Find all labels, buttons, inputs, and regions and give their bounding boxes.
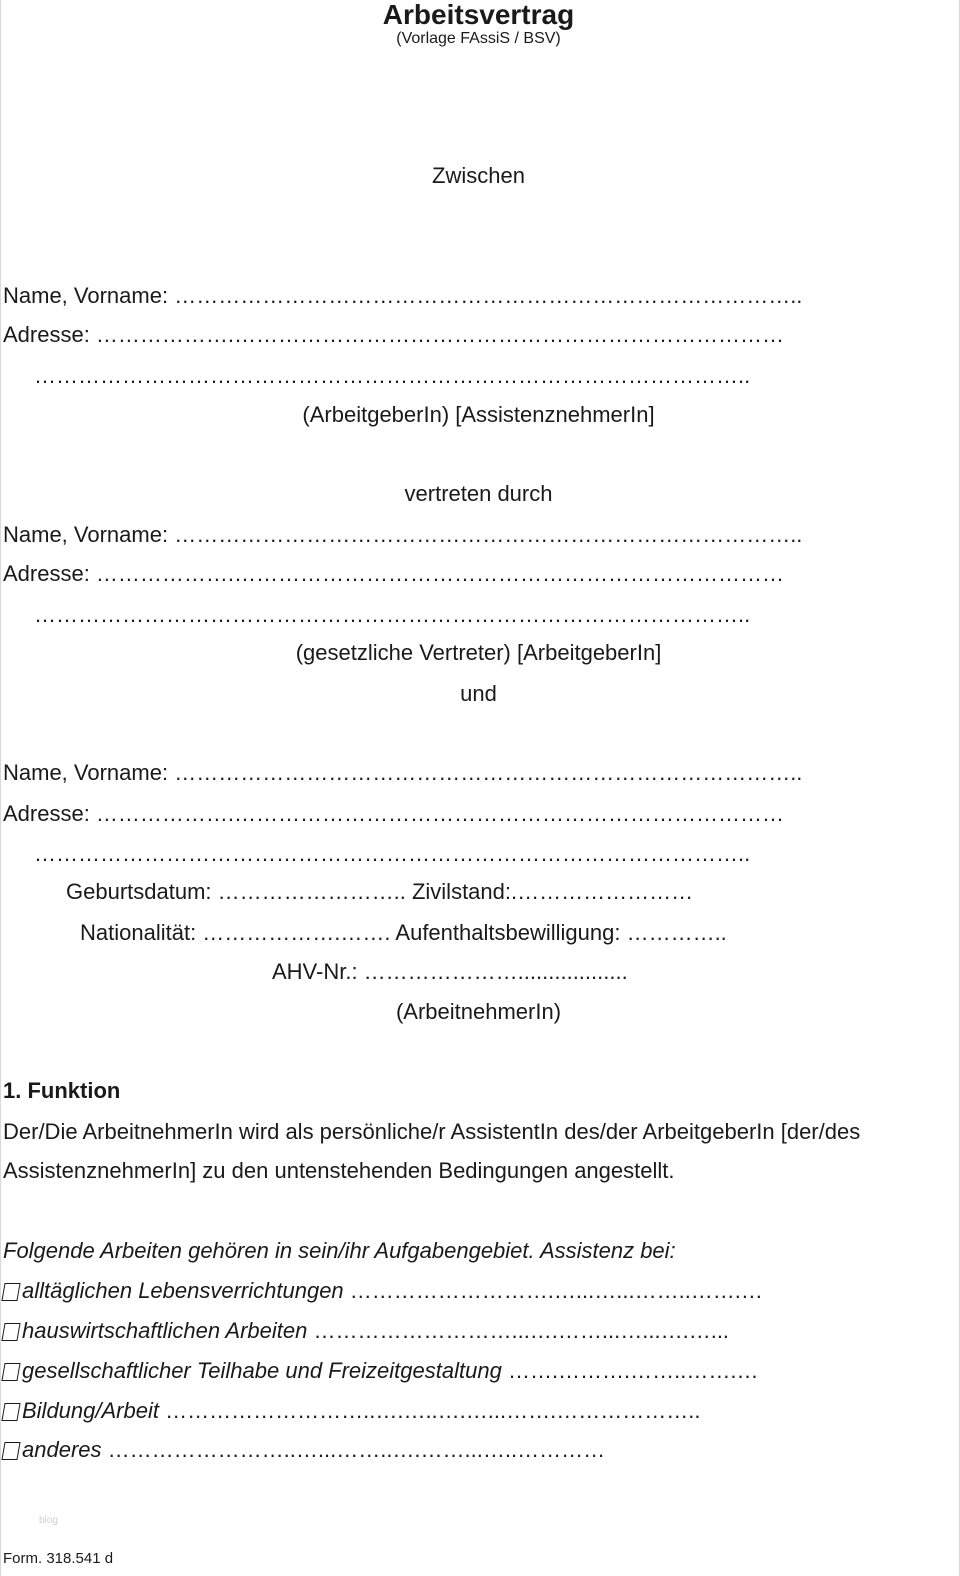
task-dots: …….……….……..…….… [507,1358,759,1383]
representative-address-field: Adresse: ……………….………………………………………………………………… [3,561,785,586]
task-dots: ……………………..…...……..….……...…..………… [107,1437,606,1462]
employee-birth-civil-field: Geburtsdatum: …………………….. Zivilstand:.…………………… [66,879,694,904]
employee-address-line2: …………………………………………………………………………………….. [34,841,751,866]
task-dots: ……………………….…...…...……..…….… [349,1278,763,1303]
task-item [3,1435,605,1465]
checkbox-icon[interactable] [1,1323,20,1341]
representative-role: (gesetzliche Vertreter) [ArbeitgeberIn] [295,640,662,665]
section-heading-funktion: 1. Funktion [3,1078,121,1103]
employer-address-field: Adresse: ……………….………………………………………………………………… [3,322,785,347]
task-item [3,1396,700,1426]
section-text-line2: AssistenznehmerIn] zu den untenstehenden Bedingungen angestellt. [3,1158,675,1183]
task-label: hauswirtschaftlichen Arbeiten [22,1318,308,1343]
representative-heading: vertreten durch [404,481,553,506]
form-number: Form. 318.541 d [3,1550,114,1567]
checkbox-icon[interactable] [1,1403,20,1421]
task-item [3,1356,759,1386]
intro-text: Zwischen [432,163,525,188]
checkbox-icon[interactable] [1,1283,20,1301]
employee-nationality-permit-field: Nationalität: ……………….……. Aufenthaltsbewilligung: ………….. [80,920,727,945]
task-item [3,1276,763,1306]
employee-name-field: Name, Vorname: ………………………………………………………………………….. [3,760,803,785]
task-item [3,1316,729,1346]
task-dots: ………………………...….……...…...….…... [313,1318,730,1343]
watermark: blog [39,1515,58,1526]
checkbox-icon[interactable] [1,1442,20,1460]
employee-ahv-field: AHV-Nr.: ………………….................. [272,959,628,984]
representative-address-line2: …………………………………………………………………………………….. [34,602,751,627]
checkbox-icon[interactable] [1,1363,20,1381]
employee-address-field: Adresse: ……………….………………………………………………………………… [3,801,785,826]
task-label: anderes [22,1437,102,1462]
section-text-line1: Der/Die ArbeitnehmerIn wird als persönliche/r AssistentIn des/der ArbeitgeberIn [der/des [3,1119,861,1144]
tasks-intro: Folgende Arbeiten gehören in sein/ihr Aufgabengebiet. Assistenz bei: [3,1238,676,1263]
employer-name-field: Name, Vorname: ………………………………………………………………………….. [3,283,803,308]
document-title: Arbeitsvertrag [382,0,575,30]
document-subtitle: (Vorlage FAssiS / BSV) [396,30,561,47]
employer-role: (ArbeitgeberIn) [AssistenznehmerIn] [302,402,655,427]
task-label: Bildung/Arbeit [22,1398,159,1423]
conjunction-text: und [460,681,497,706]
task-dots: ………………………..….…..….…...…….……………….. [165,1398,701,1423]
employee-role: (ArbeitnehmerIn) [395,999,562,1024]
representative-name-field: Name, Vorname: ………………………………………………………………………….. [3,522,803,547]
employer-address-line2: …………………………………………………………………………………….. [34,363,751,388]
task-label: gesellschaftlicher Teilhabe und Freizeitgestaltung [22,1358,502,1383]
task-label: alltäglichen Lebensverrichtungen [22,1278,344,1303]
